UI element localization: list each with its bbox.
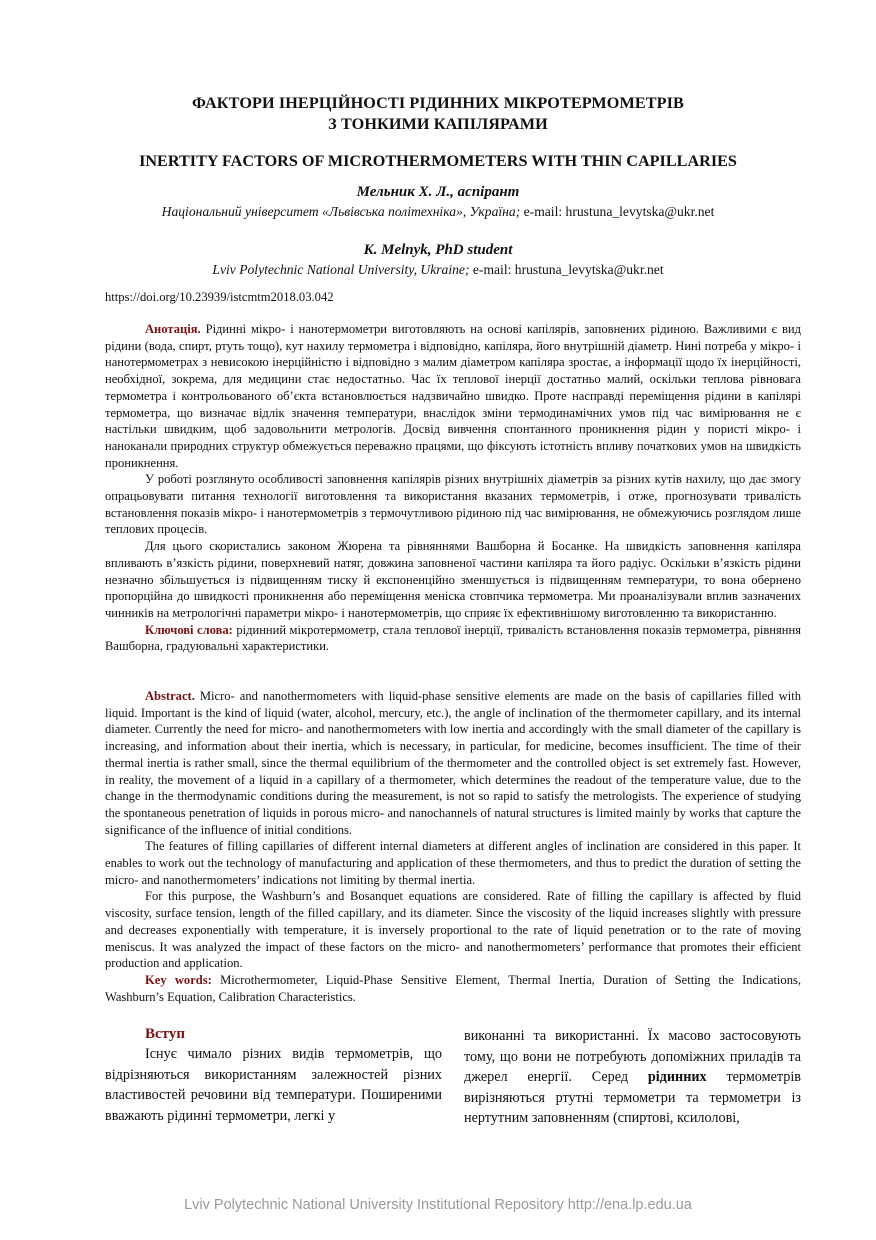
left-column [105,1024,442,1126]
abstract-paragraph: Abstract. Micro- and nanothermometers with liquid-phase sensitive elements are made on the basis of capillaries filled with liquid. Important is the kind of liquid (water, alcohol, mercury, etc.), the angle of inclination of the thermometer capillary, and its internal diameter. Currently the need for micro- and nanothermometers with low inertia and accordingly with the small diameter of the capillary is increasing, and information about their inertia, which is necessary, in particular, for medicine, becomes insufficient. The time of their thermal inertia is rather small, since the thermal equilibrium of the thermometer and the controlled object is set extremely fast. However, in reality, the movement of a liquid in a capillary of a thermometer, which determines the readout of the temperature value, due to the change in the thermodynamic conditions during the measurement, is not so rapid to satisfy the metrologists. The experience of studying the spontaneous penetration of liquids in porous micro- and nanochannels of natural structures is limited mainly by works that capture the significance of the influence of initial conditions. [105,689,801,837]
email-label: e-mail: [472,262,512,277]
abstract-paragraph: Для цього скористались законом Жюрена та рівняннями Вашборна й Босанке. На швидкість заповнення капіляра впливають в’язкість рідини, поверхневий натяг, довжина заповненої частини капіляра та його радіус. Оскільки в’язкість рідини незначно збільшується із підвищенням тиску й експоненційно зменшується із підвищенням температури, то вона обернено пропорційна до швидкості проникнення або переміщення меніска стовпчика термометра. Ми проаналізували вплив зазначених чинників на метрологічні параметри мікро- і нанотермометрів, що сприяє їх ефективнішому виготовленню та використанню. [105,539,801,620]
keywords-paragraph: Key words: Microthermometer, Liquid-Phase Sensitive Element, Thermal Inertia, Duration of Setting the Indications, Washburn’s Equation, Calibration Characteristics. [105,972,801,1004]
intro-paragraph-continued: виконанні та використанні. Їх масово застосовують тому, що вони не потребують допоміжних приладів та джерел енергії. Серед рідинних термометрів вирізняються ртутні термометри та термометри із нертутним заповненням (спиртові, ксилолові, [464,1028,801,1126]
abstract-paragraph: The features of filling capillaries of different internal diameters at different angles of inclination are considered in this paper. It enables to work out the technology of manufacturing and application of these thermometers, and thus to predict the duration of setting the micro- and nanothermometers’ indications not limiting by thermal inertia. [105,839,801,887]
abstract-label: Abstract. [145,689,195,703]
abstract-label: Анотація. [145,322,201,336]
affiliation-english [0,261,876,279]
title-english: INERTITY FACTORS OF MICROTHERMOMETERS WITH THIN CAPILLARIES [139,152,737,170]
keywords-label: Ключові слова: [145,622,233,637]
email-label: e-mail: [523,204,563,219]
email-link[interactable]: hrustuna_levytska@ukr.net [565,204,715,219]
title-ukrainian-line-1: ФАКТОРИ ІНЕРЦІЙНОСТІ РІДИННИХ МІКРОТЕРМОМЕТРІВ [192,94,684,112]
emphasis-word: рідинних [647,1069,707,1085]
title-ukrainian [0,93,876,135]
intro-paragraph: Існує чимало різних видів термометрів, що відрізняються використанням залежностей різних властивостей речовини від температури. Поширеними вважають рідинні термометри, легкі у [105,1046,442,1124]
abstract-english [105,688,801,1005]
affiliation-text: Lviv Polytechnic National University, Ukraine; [212,262,470,277]
affiliation-ukrainian [0,203,876,221]
author-name-english: K. Melnyk, PhD student [363,242,513,258]
email-link[interactable]: hrustuna_levytska@ukr.net [514,262,664,277]
abstract-paragraph: Анотація. Рідинні мікро- і нанотермометри виготовляють на основі капілярів, заповнених рідиною. Важливими є вид рідини (вода, спирт, ртуть тощо), кут нахилу термометра і відповідно, капіляра, його внутрішній діаметр. Нині потреба у мікро- і нанотермометрах з невисокою інерційністю і відповідно з малим діаметром капіляра зростає, а інформації щодо їх інерційності, необхідної, зокрема, для медицини стає недостатньо. Час їх теплової інерції достатньо малий, оскільки теплова рівновага термометра і контрольованого об’єкта встановлюється надзвичайно швидко. Проте насправді переміщення рідини в капілярі термометра, що визначає відлік значення температури, внаслідок зміни термодинамічних умов під час вимірювання не є настільки швидким, щоб задовольнити метрологів. Досвід вивчення спонтанного проникнення рідин у пористі мікро- і наноканали природних структур обмежується переважно працями, що фіксують істотність впливу початкових умов на швидкість проникнення. [105,322,801,470]
abstract-paragraph: У роботі розглянуто особливості заповнення капілярів різних внутрішніх діаметрів за різних кутів нахилу, що дає змогу опрацьовувати питання технології виготовлення та використання вказаних термометрів, і отже, прогнозувати тривалість встановлення показів мікро- і нанотермометрів з термочутливою рідиною під час вимірювання, не обмежуючись розглядом лише теплових процесів. [105,472,801,537]
abstract-paragraph: For this purpose, the Washburn’s and Bosanquet equations are considered. Rate of filling the capillary is affected by fluid viscosity, surface tension, length of the filled capillary, and its diameter. Since the viscosity of the liquid increases slightly with pressure and decreases exponentially with temperature, it is inversely proportional to the rate of liquid penetration or to the rate of moving meniscus. It was analyzed the impact of these factors on the micro- and nanothermometers’ performance that promotes their efficient production and application. [105,889,801,971]
right-column [464,1026,801,1129]
keywords-paragraph: Ключові слова: рідинний мікротермометр, стала теплової інерції, тривалість встановлення показів термометра, рівняння Вашборна, градуювальні характеристики. [105,622,801,654]
keywords-label: Key words: [145,972,212,987]
section-heading-introduction: Вступ [145,1026,185,1042]
doi-link[interactable]: https://doi.org/10.23939/istcmtm2018.03.042 [105,290,334,304]
affiliation-text: Національний університет «Львівська політехніка», Україна; [161,204,521,219]
author-name-ukrainian: Мельник Х. Л., аспірант [356,184,520,200]
abstract-ukrainian [105,321,801,655]
title-ukrainian-line-2: З ТОНКИМИ КАПІЛЯРАМИ [328,115,548,133]
repository-footer: Lviv Polytechnic National University Institutional Repository http://ena.lp.edu.ua [184,1197,692,1213]
